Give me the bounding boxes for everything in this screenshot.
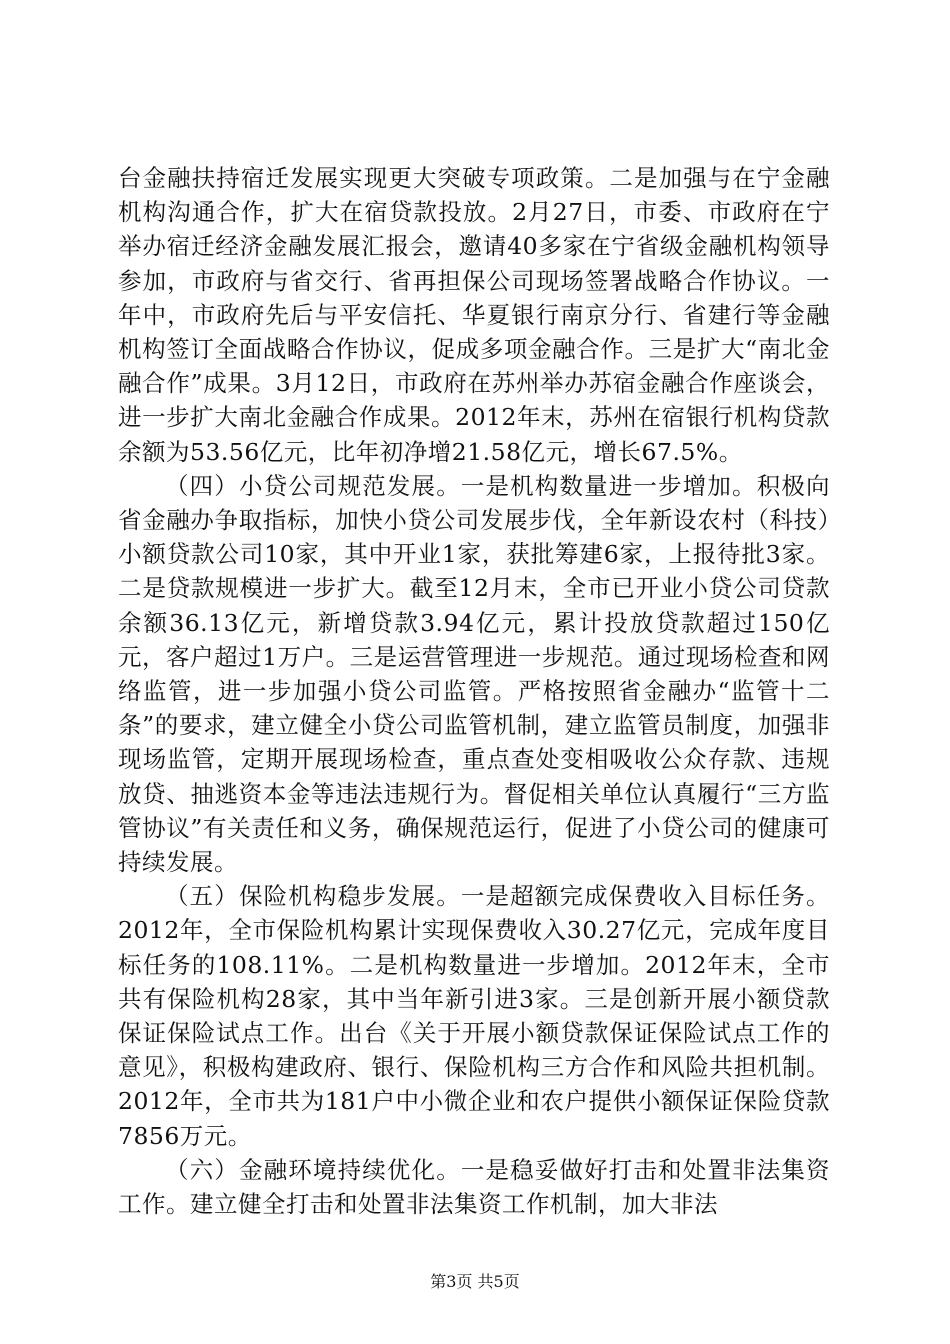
paragraph-small-loan-companies: （四）小贷公司规范发展。一是机构数量进一步增加。积极向省金融办争取指标，加快小贷公司发展步伐，全年新设农村（科技）小额贷款公司10家，其中开业1家，获批筹建6家，上报待批3家。二是贷款规模进一步扩大。截至12月末，全市已开业小贷公司贷款余额36.13亿元，新增贷款3.94亿元，累计投放贷款超过150亿元，客户超过1万户。三是运营管理进一步规范。通过现场检查和网络监管，进一步加强小贷公司监管。严格按照省金融办“监管十二条”的要求，建立健全小贷公司监管机制，建立监管员制度，加强非现场监管，定期开展现场检查，重点查处变相吸收公众存款、违规放贷、抽逃资本金等违法违规行为。督促相关单位认真履行“三方监管协议”有关责任和义务，确保规范运行，促进了小贷公司的健康可持续发展。 <box>118 471 830 877</box>
paragraph-insurance-institutions: （五）保险机构稳步发展。一是超额完成保费收入目标任务。2012年，全市保险机构累计实现保费收入30.27亿元，完成年度目标任务的108.11%。二是机构数量进一步增加。2012年末，全市共有保险机构28家，其中当年新引进3家。三是创新开展小额贷款保证保险试点工作。出台《关于开展小额贷款保证保险试点工作的意见》，积极构建政府、银行、保险机构三方合作和风险共担机制。2012年，全市共为181户中小微企业和农户提供小额保证保险贷款7856万元。 <box>118 882 830 1150</box>
document-body <box>118 161 830 1221</box>
paragraph-continued: 台金融扶持宿迁发展实现更大突破专项政策。二是加强与在宁金融机构沟通合作，扩大在宿贷款投放。2月27日，市委、市政府在宁举办宿迁经济金融发展汇报会，邀请40多家在宁省级金融机构领导参加，市政府与省交行、省再担保公司现场签署战略合作协议。一年中，市政府先后与平安信托、华夏银行南京分行、省建行等金融机构签订全面战略合作协议，促成多项金融合作。三是扩大“南北金融合作”成果。3月12日，市政府在苏州举办苏宿金融合作座谈会，进一步扩大南北金融合作成果。2012年末，苏州在宿银行机构贷款余额为53.56亿元，比年初净增21.58亿元，增长67.5%。 <box>118 164 830 466</box>
paragraph-financial-environment: （六）金融环境持续优化。一是稳妥做好打击和处置非法集资工作。建立健全打击和处置非法集资工作机制，加大非法 <box>118 1155 830 1219</box>
page-footer: 第3页 共5页 <box>430 1272 520 1291</box>
